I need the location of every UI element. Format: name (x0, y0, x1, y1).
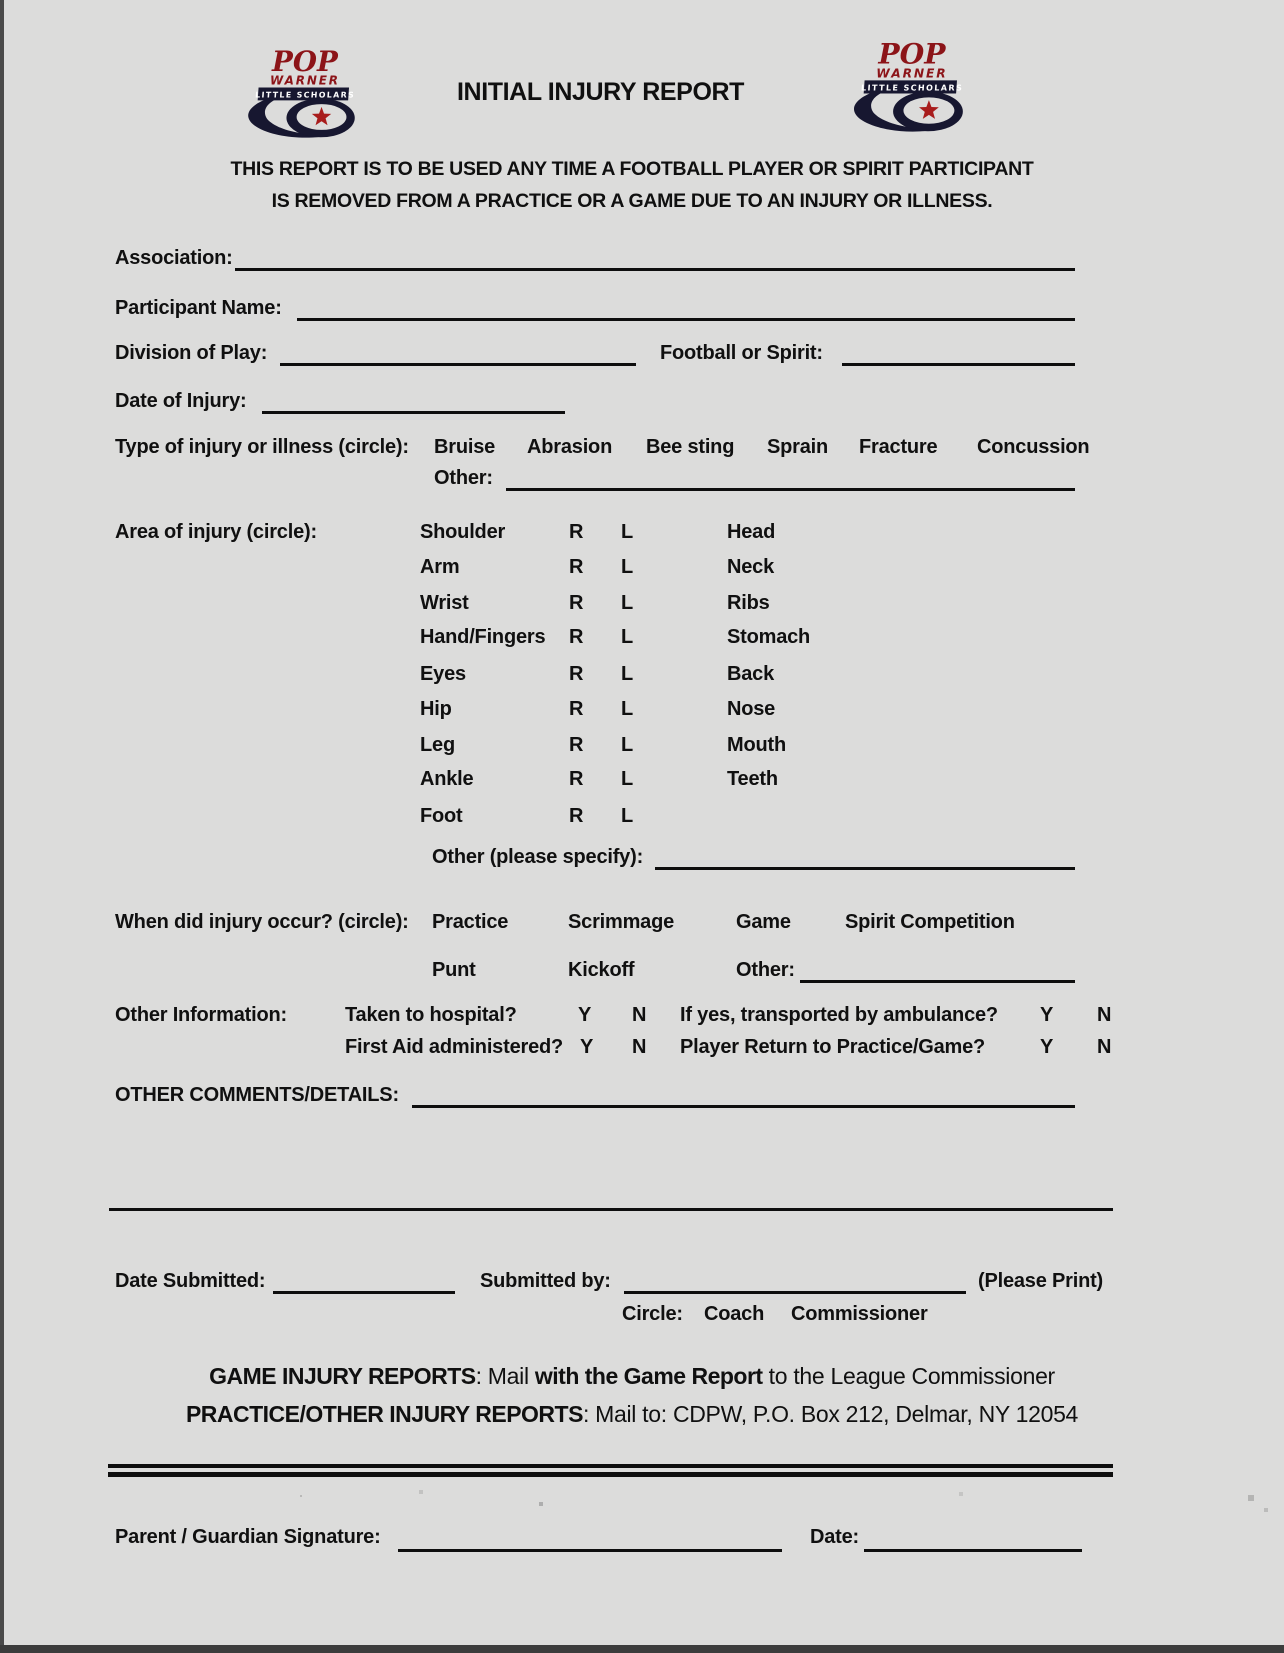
logo-pop-text: POP (272, 45, 338, 78)
game-injury-reports-line (22, 1363, 1242, 1390)
practice-injury-reports-label: PRACTICE/OTHER INJURY REPORTS (185, 1401, 583, 1427)
ambulance-yes: Y (1040, 1004, 1054, 1026)
area-nose: Nose (727, 698, 776, 720)
logo-banner-text: LITTLE SCHOLARS (860, 83, 964, 93)
area-arm-left: L (621, 556, 634, 578)
first-aid-no: N (632, 1036, 647, 1058)
football-or-spirit-label: Football or Spirit: (660, 342, 823, 364)
scan-artifacts (300, 1495, 302, 1497)
association-label: Association: (115, 247, 233, 269)
circle-option-coach: Coach (704, 1303, 765, 1325)
area-ankle-right: R (569, 768, 584, 790)
association-line (235, 268, 1075, 271)
parent-signature-label: Parent / Guardian Signature: (115, 1526, 381, 1548)
occurrence-option-kickoff: Kickoff (568, 959, 635, 981)
comments-line-1 (412, 1105, 1075, 1108)
intro-line-2: IS REMOVED FROM A PRACTICE OR A GAME DUE TO AN INJURY OR ILLNESS. (271, 190, 993, 212)
area-hip-right: R (569, 698, 584, 720)
date-of-injury-line (262, 411, 565, 414)
injury-type-label: Type of injury or illness (circle): (115, 436, 409, 458)
area-wrist-right: R (569, 592, 584, 614)
division-of-play-label: Division of Play: (115, 342, 268, 364)
area-hip-left: L (621, 698, 634, 720)
area-wrist-left: L (621, 592, 634, 614)
area-leg-right: R (569, 734, 584, 756)
division-of-play-line (280, 363, 636, 366)
circle-label: Circle: (622, 1303, 683, 1325)
taken-to-hospital-no: N (632, 1004, 647, 1026)
injury-type-option-fracture: Fracture (859, 436, 938, 458)
page-left-edge (0, 0, 4, 1653)
game-mid-1: : Mail (475, 1363, 535, 1389)
area-wrist: Wrist (420, 592, 469, 614)
area-eyes: Eyes (420, 663, 466, 685)
area-hand-fingers: Hand/Fingers (420, 626, 546, 648)
practice-text: : Mail to: CDPW, P.O. Box 212, Delmar, NY 12054 (582, 1401, 1079, 1427)
date-submitted-line (273, 1291, 455, 1294)
injury-type-option-abrasion: Abrasion (527, 436, 613, 458)
area-back: Back (727, 663, 775, 685)
submitted-by-line (624, 1291, 966, 1294)
occurrence-option-game: Game (736, 911, 791, 933)
injury-area-other-line (655, 867, 1075, 870)
logo-warner-text: WARNER (876, 66, 948, 81)
area-eyes-left: L (621, 663, 634, 685)
area-teeth: Teeth (727, 768, 778, 790)
area-hip: Hip (420, 698, 452, 720)
taken-to-hospital-question: Taken to hospital? (345, 1004, 517, 1026)
page-title: INITIAL INJURY REPORT (457, 78, 745, 106)
participant-name-label: Participant Name: (115, 297, 282, 319)
area-hand-right: R (569, 626, 584, 648)
first-aid-yes: Y (580, 1036, 594, 1058)
game-injury-reports-label: GAME INJURY REPORTS (209, 1363, 476, 1389)
logo-banner-text: LITTLE SCHOLARS (254, 90, 356, 100)
area-leg-left: L (621, 734, 634, 756)
taken-to-hospital-yes: Y (578, 1004, 592, 1026)
game-mid-2: to the League Commissioner (762, 1363, 1055, 1389)
area-shoulder: Shoulder (420, 521, 506, 543)
date-of-injury-label: Date of Injury: (115, 390, 247, 412)
area-arm: Arm (420, 556, 460, 578)
submitted-by-label: Submitted by: (480, 1270, 611, 1292)
page-bottom-edge (0, 1645, 1284, 1653)
other-info-label: Other Information: (115, 1004, 287, 1026)
ambulance-no: N (1097, 1004, 1112, 1026)
area-shoulder-left: L (621, 521, 634, 543)
date-submitted-label: Date Submitted: (115, 1270, 266, 1292)
injury-area-other-label: Other (please specify): (432, 846, 644, 868)
pop-warner-logo-left (238, 45, 370, 141)
occurrence-other-label: Other: (736, 959, 795, 981)
area-ankle-left: L (621, 768, 634, 790)
area-foot-right: R (569, 805, 584, 827)
injury-type-option-bee-sting: Bee sting (646, 436, 735, 458)
area-foot-left: L (621, 805, 634, 827)
parent-signature-line (398, 1549, 782, 1552)
occurrence-option-punt: Punt (432, 959, 476, 981)
divider-rule-bottom (108, 1472, 1113, 1477)
area-hand-left: L (621, 626, 634, 648)
return-to-play-no: N (1097, 1036, 1112, 1058)
practice-injury-reports-line (22, 1401, 1242, 1428)
injury-type-option-sprain: Sprain (767, 436, 829, 458)
occurrence-other-line (800, 980, 1075, 983)
logo-pop-text: POP (878, 36, 946, 71)
occurrence-option-practice: Practice (432, 911, 509, 933)
comments-label: OTHER COMMENTS/DETAILS: (115, 1084, 399, 1106)
occurrence-option-scrimmage: Scrimmage (568, 911, 675, 933)
injury-type-other-line (506, 488, 1075, 491)
signature-date-label: Date: (810, 1526, 860, 1548)
area-mouth: Mouth (727, 734, 786, 756)
occurrence-label: When did injury occur? (circle): (115, 911, 409, 933)
first-aid-question: First Aid administered? (345, 1036, 564, 1058)
area-ankle: Ankle (420, 768, 474, 790)
occurrence-option-spirit-competition: Spirit Competition (845, 911, 1015, 933)
area-eyes-right: R (569, 663, 584, 685)
pop-warner-logo-right (845, 36, 977, 136)
area-head: Head (727, 521, 776, 543)
please-print-note: (Please Print) (978, 1270, 1104, 1292)
injury-type-option-concussion: Concussion (977, 436, 1090, 458)
football-or-spirit-line (842, 363, 1075, 366)
area-shoulder-right: R (569, 521, 584, 543)
intro-line-1: THIS REPORT IS TO BE USED ANY TIME A FOOTBALL PLAYER OR SPIRIT PARTICIPANT (230, 158, 1034, 180)
injury-type-option-bruise: Bruise (434, 436, 496, 458)
area-leg: Leg (420, 734, 455, 756)
ambulance-question: If yes, transported by ambulance? (680, 1004, 998, 1026)
area-arm-right: R (569, 556, 584, 578)
area-foot: Foot (420, 805, 463, 827)
game-report-bold: with the Game Report (534, 1363, 763, 1389)
area-neck: Neck (727, 556, 775, 578)
injury-area-label: Area of injury (circle): (115, 521, 317, 543)
area-stomach: Stomach (727, 626, 811, 648)
comments-line-2 (109, 1208, 1113, 1211)
divider-rule-top (108, 1464, 1113, 1468)
injury-type-other-label: Other: (434, 467, 493, 489)
area-ribs: Ribs (727, 592, 770, 614)
return-to-play-yes: Y (1040, 1036, 1054, 1058)
participant-name-line (297, 318, 1075, 321)
signature-date-line (864, 1549, 1082, 1552)
logo-warner-text: WARNER (269, 73, 340, 88)
return-to-play-question: Player Return to Practice/Game? (680, 1036, 986, 1058)
circle-option-commissioner: Commissioner (791, 1303, 928, 1325)
